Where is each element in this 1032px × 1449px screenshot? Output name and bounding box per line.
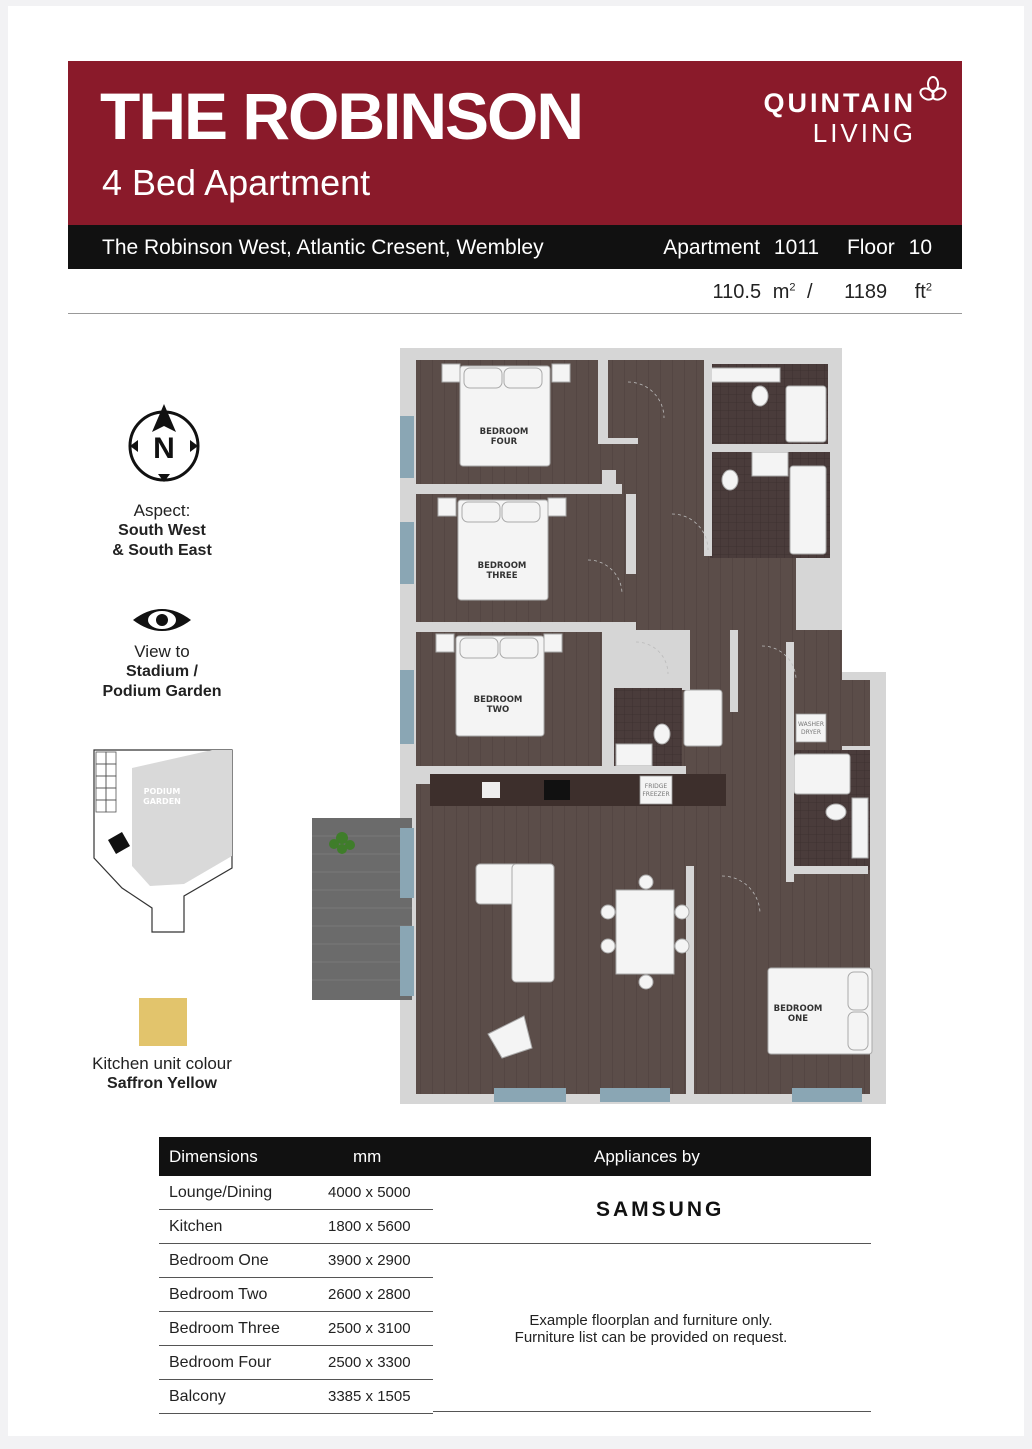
- table-row: [159, 1244, 433, 1278]
- address-bar: [68, 225, 962, 269]
- room-label-bedroom-one-2: ONE: [787, 1014, 809, 1024]
- dimensions-header: [159, 1137, 871, 1176]
- page-title: THE ROBINSON: [100, 79, 583, 153]
- room-label-bedroom-four-1: BEDROOM: [479, 427, 529, 437]
- table-bottom-divider: [433, 1411, 871, 1412]
- table-row: [159, 1346, 433, 1380]
- floor-label: Floor: [846, 236, 895, 259]
- room-label-bedroom-one-1: BEDROOM: [773, 1004, 823, 1014]
- room-dimension: 3385 x 1505: [328, 1388, 411, 1405]
- brand-name-line2: LIVING: [812, 117, 916, 148]
- floor-number: 10: [908, 236, 932, 259]
- aspect-block: [82, 501, 242, 560]
- room-label-bedroom-three-1: BEDROOM: [477, 561, 527, 571]
- area-separator: /: [807, 281, 813, 303]
- site-location-map: [92, 748, 234, 934]
- minimap-label-2: GARDEN: [143, 797, 181, 806]
- room-label-bedroom-two-1: BEDROOM: [473, 695, 523, 705]
- room-dimension: 3900 x 2900: [328, 1252, 411, 1269]
- compass-letter: N: [153, 432, 175, 465]
- room-dimension: 4000 x 5000: [328, 1184, 411, 1201]
- apartment-label: Apartment: [663, 236, 761, 259]
- view-value-2: Podium Garden: [102, 682, 222, 700]
- table-row: [159, 1176, 433, 1210]
- fridge-label-1: FRIDGE: [644, 783, 668, 790]
- kitchen-colour-value: Saffron Yellow: [107, 1075, 217, 1093]
- compass-north-icon: [124, 402, 204, 486]
- room-name: Balcony: [169, 1388, 226, 1405]
- room-dimension: 2500 x 3100: [328, 1320, 411, 1337]
- dimensions-table: [159, 1137, 871, 1414]
- appliances-divider: [433, 1243, 871, 1244]
- disclaimer-note: [466, 1312, 836, 1347]
- room-dimension: 2500 x 3300: [328, 1354, 411, 1371]
- view-label: View to: [134, 642, 190, 661]
- table-row: [159, 1312, 433, 1346]
- header-divider: [68, 313, 962, 314]
- view-block: [82, 642, 242, 701]
- area-readout: [707, 281, 932, 304]
- area-ft2-unit: $ft^2$: [914, 281, 932, 303]
- dimensions-col-name: Dimensions: [169, 1147, 258, 1166]
- area-m2-value: 110.5: [712, 281, 762, 303]
- appliances-brand: SAMSUNG: [596, 1198, 725, 1221]
- address-text: The Robinson West, Atlantic Cresent, Wembley: [102, 236, 544, 259]
- table-row: [159, 1380, 433, 1414]
- washer-label-1: WASHER: [798, 721, 824, 728]
- dining-table: [616, 890, 674, 974]
- room-name: Bedroom Two: [169, 1286, 268, 1303]
- floorplan: [312, 346, 888, 1108]
- washer-label-2: DRYER: [800, 729, 822, 736]
- disclaimer-line-1: Example floorplan and furniture only.: [529, 1312, 773, 1329]
- aspect-label: Aspect:: [133, 501, 191, 520]
- room-dimension: 2600 x 2800: [328, 1286, 411, 1303]
- room-label-bedroom-three-2: THREE: [486, 571, 518, 581]
- kitchen-colour-label: Kitchen unit colour: [92, 1054, 232, 1073]
- dimensions-col-unit: mm: [353, 1147, 382, 1166]
- area-ft2-value: 1189: [844, 281, 888, 303]
- apartment-info: [655, 236, 932, 260]
- room-dimension: 1800 x 5600: [328, 1218, 411, 1235]
- room-name: Bedroom Three: [169, 1320, 280, 1337]
- room-name: Lounge/Dining: [169, 1184, 273, 1201]
- room-name: Bedroom One: [169, 1252, 269, 1269]
- brand-name-line1: QUINTAIN: [763, 88, 916, 118]
- brand-trefoil-icon: [918, 75, 948, 105]
- fridge-label-2: FREEZER: [642, 791, 670, 798]
- aspect-value-2: & South East: [112, 541, 212, 559]
- table-row: [159, 1210, 433, 1244]
- minimap-label-1: PODIUM: [143, 787, 181, 796]
- room-label-bedroom-two-2: TWO: [486, 705, 510, 715]
- page-subtitle: 4 Bed Apartment: [102, 162, 371, 203]
- kitchen-colour-swatch: [139, 998, 187, 1046]
- eye-icon: [131, 604, 193, 636]
- appliances-label: Appliances by: [594, 1147, 700, 1166]
- table-row: [159, 1278, 433, 1312]
- balcony: [312, 818, 412, 1000]
- kitchen-colour-block: [82, 1054, 242, 1094]
- disclaimer-line-2: Furniture list can be provided on request.: [514, 1329, 788, 1347]
- aspect-value-1: South West: [118, 522, 206, 540]
- area-m2-unit: $m^2$: [772, 281, 796, 303]
- apartment-number: 1011: [773, 236, 820, 259]
- room-name: Bedroom Four: [169, 1354, 272, 1371]
- brand-logo-text: [764, 89, 917, 147]
- title-banner: [68, 61, 962, 225]
- kitchen-counter: [430, 774, 726, 806]
- view-value-1: Stadium /: [125, 663, 198, 681]
- room-name: Kitchen: [169, 1218, 223, 1235]
- room-label-bedroom-four-2: FOUR: [490, 437, 518, 447]
